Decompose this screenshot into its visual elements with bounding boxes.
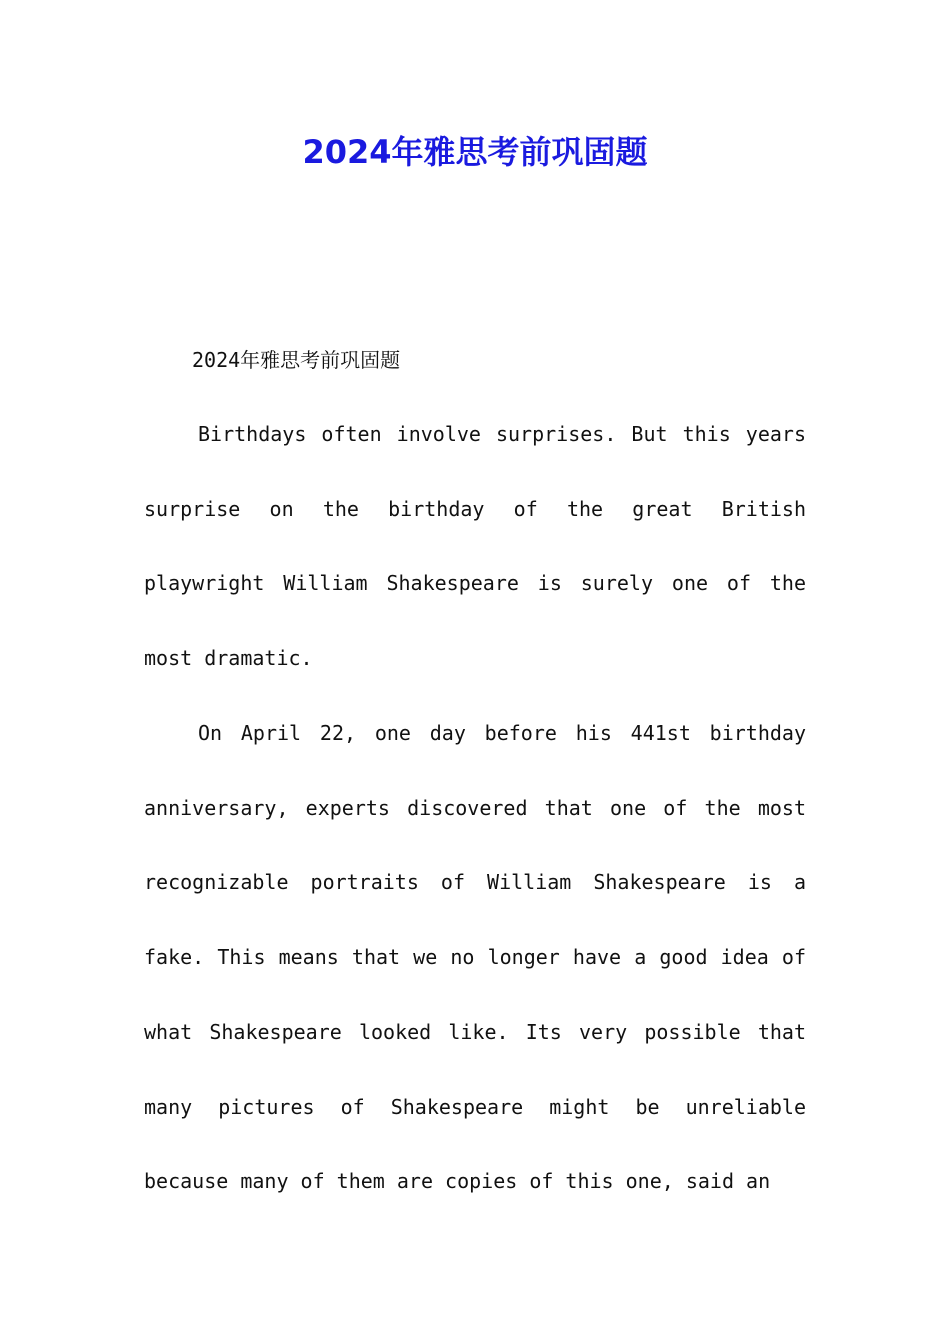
paragraph-2: On April 22, one day before his 441st birthday anniversary, experts discovered that one of the most recognizable portraits of William Shakespeare is a fake. This means that we no longer have a good idea of what Shakespeare looked like. Its very possible that many pictures of Shakespeare might be unreliable because many of them are copies of this one, said an — [144, 721, 806, 1194]
document-title: 2024年雅思考前巩固题 — [302, 133, 648, 171]
document-subheading: 2024年雅思考前巩固题 — [192, 348, 401, 372]
paragraph-1: Birthdays often involve surprises. But this years surprise on the birthday of the great British playwright William Shakespeare is surely one of the most dramatic. — [144, 422, 806, 671]
